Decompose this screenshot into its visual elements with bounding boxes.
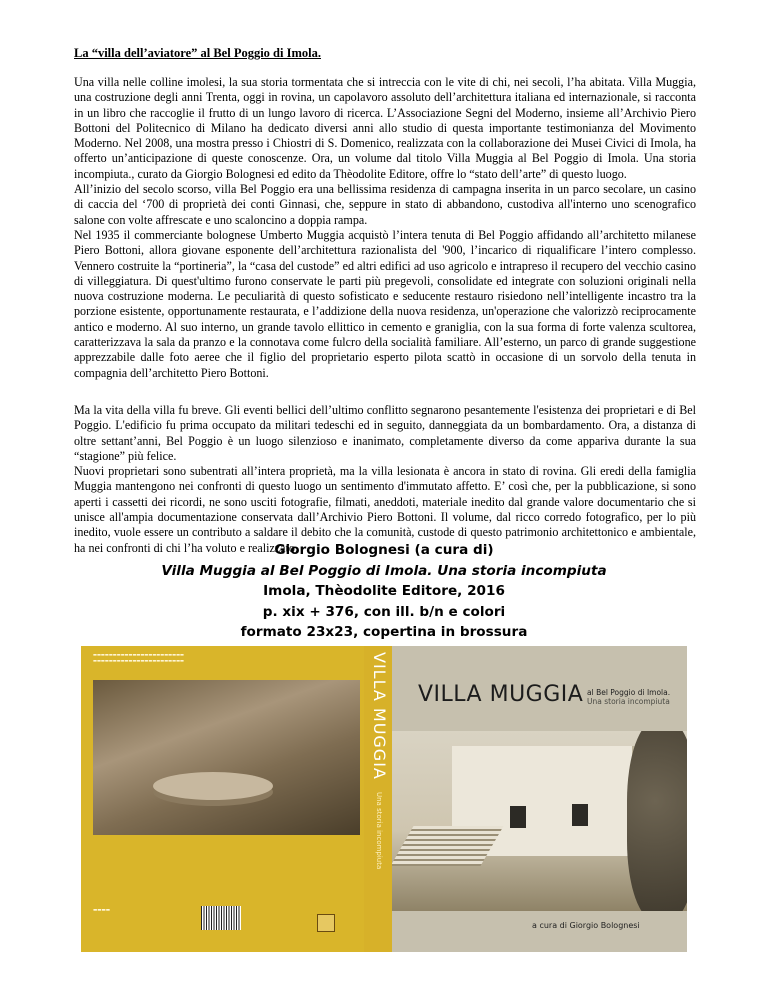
article-title: La “villa dell’aviatore” al Bel Poggio di Imola.: [74, 46, 321, 60]
book-format: formato 23x23, copertina in brossura: [240, 624, 528, 640]
book-publisher: Imola, Thèodolite Editore, 2016: [263, 583, 505, 599]
book-title: Villa Muggia al Bel Poggio di Imola. Una storia incompiuta: [161, 562, 607, 579]
book-editor: Giorgio Bolognesi (a cura di): [274, 542, 494, 558]
article: [74, 46, 696, 556]
front-subtitle-2: Una storia incompiuta: [587, 697, 670, 706]
window-shape: [572, 804, 588, 826]
paragraph-intro: Una villa nelle colline imolesi, la sua storia tormentata che si intreccia con le vite di chi, nei secoli, l’ha abitata. Villa Muggia, una costruzione degli anni Trenta, oggi in rovina, un capolavoro assoluto dell’architettura italiana ed internazionale, si racconta in un libro che raccoglie il frutto di un lungo lavoro di ricerca. L’Associazione Segni del Moderno, insieme all’Archivio Piero Bottoni del Politecnico di Milano ha dedicato diversi anni allo studio di questa importante testimonianza del Movimento Moderno. Nel 2008, una mostra presso i Chiostri di S. Domenico, realizzata con la collaborazione dei Musei Civici di Imola, ha offerto un’anticipazione di queste conoscenze. Ora, un volume dal titolo Villa Muggia al Bel Poggio di Imola. Una storia incompiuta., curato da Giorgio Bolognesi ed edito da Thèodolite Editore, offre lo “stato dell’arte” di questo luogo.: [74, 75, 696, 181]
cover-spine: [364, 646, 392, 952]
paragraph-history: All’inizio del secolo scorso, villa Bel Poggio era una bellissima residenza di campagna inserita in un parco secolare, un casino di caccia del ‘700 di proprietà dei conti Ginnasi, che, seppure in stato di abbandono, custodiva all'interno uno scenografico salone con volte affrescate e uno scaloncino a doppia rampa.: [74, 182, 696, 227]
staircase-shape: [392, 826, 504, 866]
paragraph-1935: Nel 1935 il commerciante bolognese Umberto Muggia acquistò l’intera tenuta di Bel Poggio affidando all’architetto milanese Piero Bottoni, allora giovane esponente dell’architettura razionalista del '900, l’incarico di riqualificare l’intero complesso. Vennero costruite la “portineria”, la “casa del custode” ed altri edifici ad uso agricolo e intrapreso il recupero del vecchio casino di villeggiatura. Di quest'ultimo furono conservate le parti più pregevoli, consolidate ed integrate con soluzioni originali nella nuova costruzione moderna. Le peculiarità di questo sofisticato e seducente restauro risiedono nell’intelligente incastro tra la porzione esistente, opportunamente restaurata, e l’addizione della nuova residenza, un'operazione che valorizzò reciprocamente antico e moderno. Al suo interno, un grande tavolo ellittico in cemento e graniglia, con la sua forma di forte valenza scultorea, caratterizzava la sala da pranzo e la connotava come fulcro della socialità familiare. All’esterno, un parco di grande suggestione apprezzabile dalle foto aeree che il figlio del proprietario esperto pilota scattò in occasione di un sorvolo della tenuta in compagnia dell’architetto Piero Bottoni.: [74, 227, 696, 380]
tree-shape: [627, 731, 687, 911]
elliptical-table-image: [153, 772, 273, 800]
paragraph-war: Ma la vita della villa fu breve. Gli eventi bellici dell’ultimo conflitto segnarono pesantemente l'esistenza dei proprietari e di Bel Poggio. L'edificio fu prima occupato da militari tedeschi ed in seguito, danneggiata da un bombardamento. Ora, a distanza di oltre settant’anni, Bel Poggio è un luogo silenzioso e inanimato, completamente diverso da come appariva durante la sua “stagione” più felice.: [74, 402, 696, 463]
window-shape: [510, 806, 526, 828]
book-cover-image: [81, 646, 687, 952]
cover-back: [81, 646, 364, 952]
book-pages: p. xix + 376, con ill. b/n e colori: [262, 603, 506, 620]
book-details: [0, 540, 768, 663]
back-quote-text: ▬▬▬▬▬▬▬▬▬▬▬▬▬▬▬▬▬▬▬▬▬▬▬ ▬▬▬▬▬▬▬▬▬▬▬▬▬▬▬▬▬▬▬▬▬▬▬: [93, 652, 184, 663]
cover-front: [392, 646, 687, 952]
front-credit: a cura di Giorgio Bolognesi: [532, 921, 640, 930]
villa-photo: [392, 731, 687, 911]
back-small-text: ▬▬▬▬: [93, 908, 111, 913]
front-subtitle-1: al Bel Poggio di Imola.: [587, 688, 671, 697]
spine-title: [370, 652, 389, 869]
back-photo: [93, 680, 360, 835]
spine-subtitle: Una storia incompiuta: [375, 791, 383, 870]
front-title: VILLA MUGGIA: [418, 682, 584, 707]
paragraph-heirs: Nuovi proprietari sono subentrati all’intera proprietà, ma la villa lesionata è ancora in stato di rovina. Gli eredi della famiglia Muggia mantengono nei confronti di questo luogo un sentimento d'immutato affetto. E’ così che, per la pubblicazione, si sono aperti i cassetti dei ricordi, ne sono usciti fotografie, filmati, aneddoti, materiale inedito dal grande valore documentario che si unisce all'ampia documentazione conservata dall’Archivio Piero Bottoni. Il volume, dal ricco corredo fotografico, per lo più inedito, vuole essere un contributo a saldare il debito che la comunità, custode di questo patrimonio architettonico e ambientale, ha nei confronti di chi l’ha voluto e realizzato.: [74, 464, 696, 555]
barcode-image: [201, 906, 241, 930]
spine-title-text: VILLA MUGGIA: [370, 652, 389, 780]
publisher-logo-icon: [317, 914, 335, 932]
